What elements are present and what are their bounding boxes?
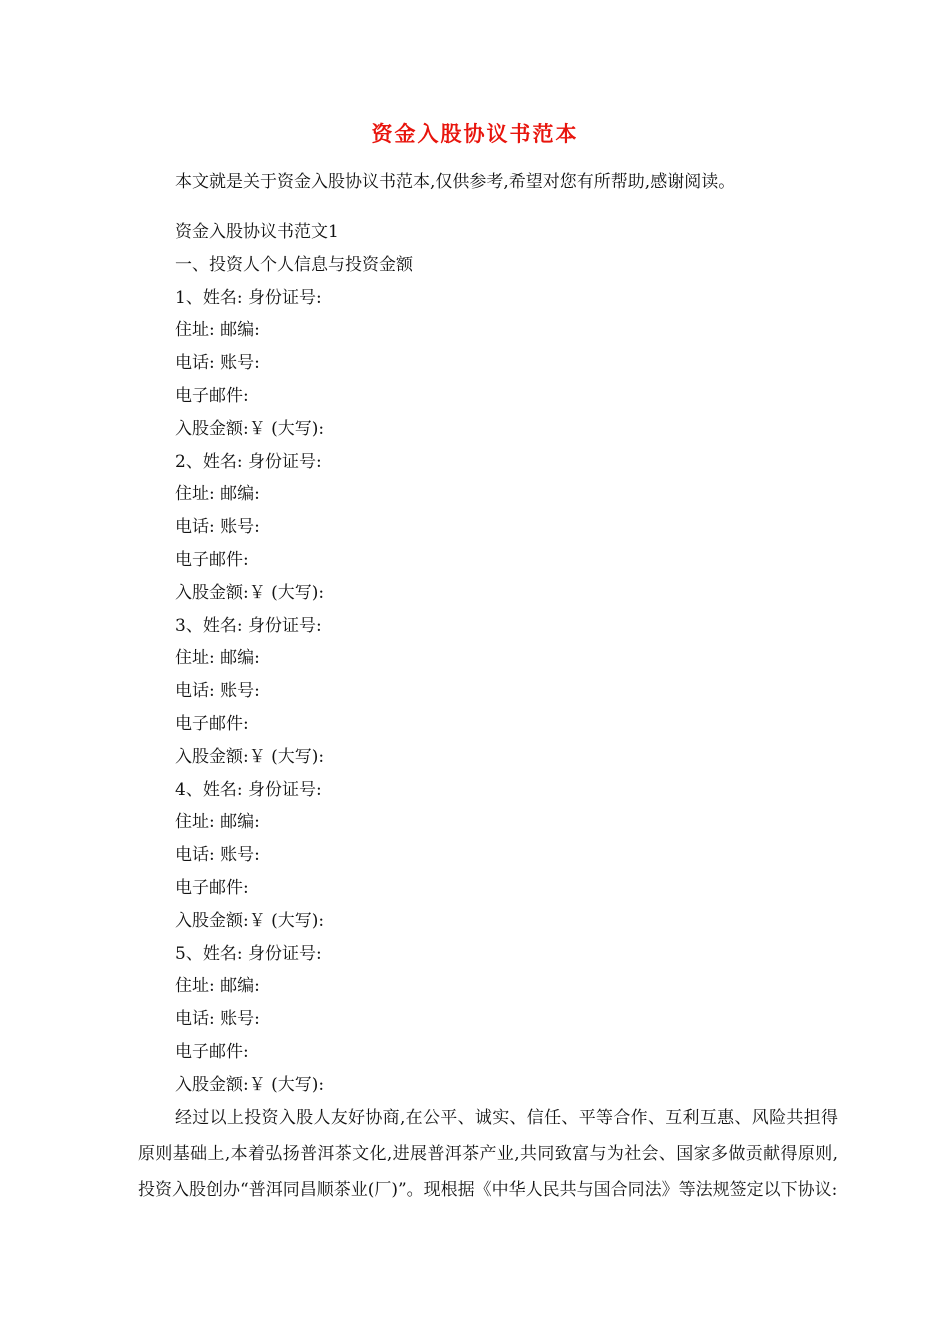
form-line: 住址: 邮编: [175, 484, 260, 505]
form-line: 5、姓名: 身份证号: [175, 943, 322, 964]
form-line: 4、姓名: 身份证号: [175, 779, 322, 800]
form-line: 一、投资人个人信息与投资金额 [175, 254, 413, 275]
form-line: 电子邮件: [175, 1041, 249, 1062]
form-line: 住址: 邮编: [175, 812, 260, 833]
form-line: 住址: 邮编: [175, 320, 260, 341]
form-line: 3、姓名: 身份证号: [175, 615, 322, 636]
form-line: 电子邮件: [175, 877, 249, 898]
intro-paragraph: 本文就是关于资金入股协议书范本,仅供参考,希望对您有所帮助,感谢阅读。 [175, 172, 736, 192]
form-line: 电话: 账号: [175, 1009, 260, 1030]
form-line: 住址: 邮编: [175, 976, 260, 997]
form-line: 住址: 邮编: [175, 648, 260, 669]
form-lines [175, 216, 875, 1102]
form-line: 电话: 账号: [175, 845, 260, 866]
form-line: 电话: 账号: [175, 353, 260, 374]
form-line: 电话: 账号: [175, 517, 260, 538]
agreement-paragraph: 经过以上投资入股人友好协商,在公平、诚实、信任、平等合作、互利互惠、风险共担得原则基础上,本着弘扬普洱茶文化,进展普洱茶产业,共同致富与为社会、国家多做贡献得原则,投资入股创办“普洱同昌顺茶业(厂)”。现根据《中华人民共与国合同法》等法规签定以下协议: [138, 1108, 838, 1200]
form-line: 入股金额:￥ (大写): [175, 910, 325, 931]
form-line: 入股金额:￥ (大写): [175, 1074, 325, 1095]
form-line: 电子邮件: [175, 549, 249, 570]
form-line: 电子邮件: [175, 385, 249, 406]
form-line: 1、姓名: 身份证号: [175, 287, 322, 308]
document-title: 资金入股协议书范本 [371, 122, 579, 146]
form-line: 入股金额:￥ (大写): [175, 582, 325, 603]
form-line: 资金入股协议书范文1 [175, 222, 339, 242]
form-line: 电话: 账号: [175, 681, 260, 702]
form-line: 入股金额:￥ (大写): [175, 746, 325, 767]
form-line: 电子邮件: [175, 713, 249, 734]
form-line: 入股金额:￥ (大写): [175, 418, 325, 439]
form-line: 2、姓名: 身份证号: [175, 451, 322, 472]
